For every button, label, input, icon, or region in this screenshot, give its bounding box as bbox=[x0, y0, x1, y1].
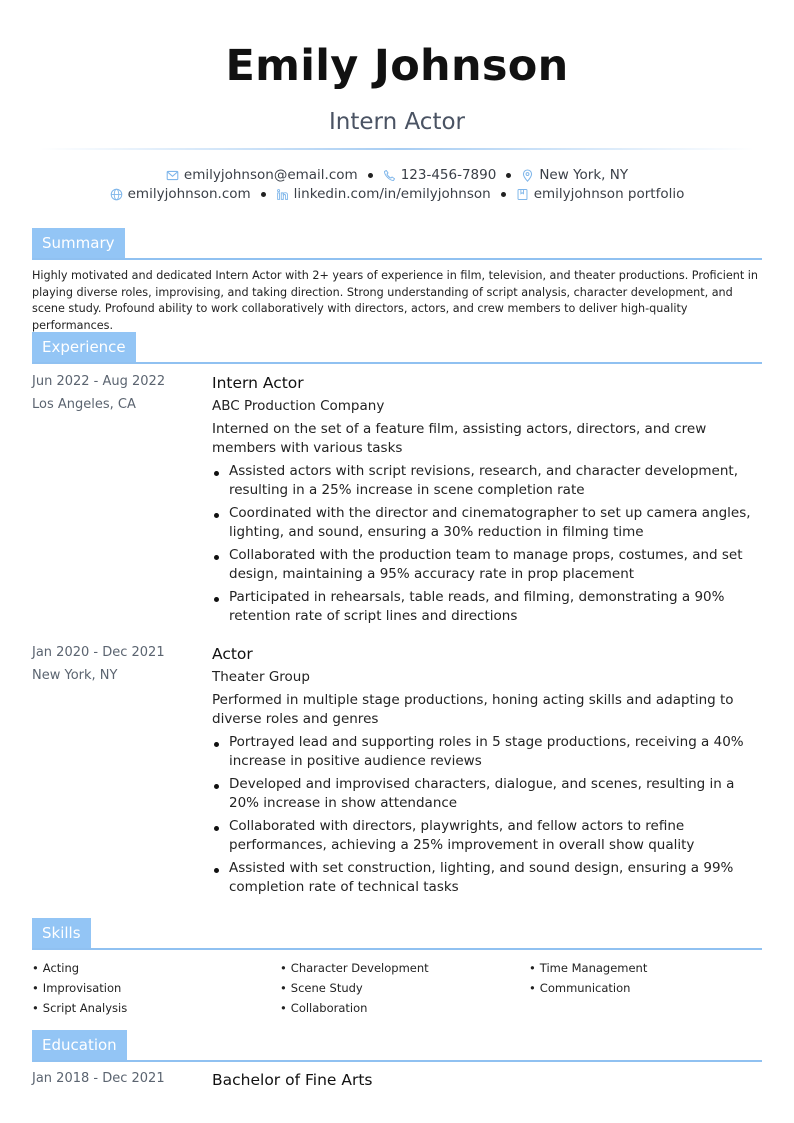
summary-heading: Summary bbox=[32, 228, 125, 258]
job-bullet: Coordinated with the director and cinematographer to set up camera angles, lighting, and sound, ensuring a 30% reduction in filming time bbox=[212, 504, 764, 542]
job-role-title: Intern Actor bbox=[329, 109, 465, 135]
skill-item: • Communication bbox=[529, 978, 630, 998]
contact-linkedin-text: linkedin.com/in/emilyjohnson bbox=[293, 186, 491, 202]
linkedin-icon bbox=[276, 188, 289, 201]
skills-section-header bbox=[32, 918, 762, 950]
job-description: Performed in multiple stage productions, honing acting skills and adapting to diverse roles and genres bbox=[212, 692, 734, 727]
job-location: Los Angeles, CA bbox=[32, 397, 136, 412]
job-entry bbox=[212, 643, 764, 901]
globe-icon bbox=[110, 188, 123, 201]
job-bullets bbox=[212, 733, 764, 897]
separator-dot bbox=[368, 173, 373, 178]
job-title: Intern Actor bbox=[212, 374, 304, 392]
education-section-header bbox=[32, 1030, 762, 1062]
job-meta bbox=[32, 641, 202, 687]
education-dates: Jan 2018 - Dec 2021 bbox=[32, 1071, 165, 1086]
job-company: Theater Group bbox=[212, 669, 310, 685]
job-bullet: Developed and improvised characters, dialogue, and scenes, resulting in a 20% increase in show attendance bbox=[212, 775, 764, 813]
contact-website[interactable] bbox=[110, 185, 251, 203]
skills-heading: Skills bbox=[32, 918, 91, 948]
summary-text: Highly motivated and dedicated Intern Actor with 2+ years of experience in film, television, and theater productions. Proficient in playing diverse roles, improvising, and taking direction. Strong understanding of script analysis, character development, and scene study. Profound ability to work collaboratively with directors, actors, and crew members to deliver high-quality performances. bbox=[32, 269, 758, 332]
experience-heading: Experience bbox=[32, 332, 136, 362]
job-entry bbox=[212, 372, 764, 630]
skill-item: • Scene Study bbox=[280, 978, 363, 998]
portfolio-icon bbox=[516, 188, 529, 201]
summary-section-header bbox=[32, 228, 762, 260]
location-pin-icon bbox=[521, 169, 534, 182]
job-location: New York, NY bbox=[32, 668, 118, 683]
separator-dot bbox=[506, 173, 511, 178]
contact-website-text: emilyjohnson.com bbox=[127, 186, 251, 202]
separator-dot bbox=[261, 192, 266, 197]
job-bullet: Assisted actors with script revisions, research, and character development, resulting in a 25% increase in scene completion rate bbox=[212, 462, 764, 500]
contact-linkedin[interactable] bbox=[276, 185, 491, 203]
job-bullet: Portrayed lead and supporting roles in 5 stage productions, receiving a 40% increase in positive audience reviews bbox=[212, 733, 764, 771]
job-dates: Jan 2020 - Dec 2021 bbox=[32, 645, 165, 660]
experience-section-header bbox=[32, 332, 762, 364]
contact-phone-text: 123-456-7890 bbox=[400, 167, 497, 183]
contact-location-text: New York, NY bbox=[539, 167, 629, 183]
job-bullet: Collaborated with the production team to manage props, costumes, and set design, maintaining a 95% accuracy rate in prop placement bbox=[212, 546, 764, 584]
contact-phone[interactable] bbox=[383, 166, 497, 184]
job-bullet: Assisted with set construction, lighting, and sound design, ensuring a 99% completion rate of technical tasks bbox=[212, 859, 764, 897]
contact-location bbox=[521, 166, 628, 184]
contact-row-primary bbox=[0, 166, 794, 184]
job-description: Interned on the set of a feature film, assisting actors, directors, and crew members with various tasks bbox=[212, 421, 707, 456]
contact-row-secondary bbox=[0, 185, 794, 203]
phone-icon bbox=[383, 169, 396, 182]
contact-portfolio[interactable] bbox=[516, 185, 685, 203]
separator-dot bbox=[501, 192, 506, 197]
skill-item: • Character Development bbox=[280, 958, 429, 978]
skill-item: • Collaboration bbox=[280, 998, 367, 1018]
job-bullets bbox=[212, 462, 764, 626]
contact-email[interactable] bbox=[166, 166, 358, 184]
education-degree: Bachelor of Fine Arts bbox=[212, 1071, 373, 1089]
contact-email-text: emilyjohnson@email.com bbox=[183, 167, 358, 183]
job-bullet: Collaborated with directors, playwrights, and fellow actors to refine performances, achieving a 25% improvement in overall show quality bbox=[212, 817, 764, 855]
job-meta bbox=[32, 370, 202, 416]
job-bullet: Participated in rehearsals, table reads, and filming, demonstrating a 90% retention rate of script lines and directions bbox=[212, 588, 764, 626]
contact-portfolio-text: emilyjohnson portfolio bbox=[533, 186, 685, 202]
skill-item: • Time Management bbox=[529, 958, 647, 978]
skill-item: • Improvisation bbox=[32, 978, 121, 998]
education-heading: Education bbox=[32, 1030, 127, 1060]
skill-item: • Acting bbox=[32, 958, 79, 978]
job-title: Actor bbox=[212, 645, 253, 663]
job-company: ABC Production Company bbox=[212, 398, 385, 414]
header-divider bbox=[40, 148, 754, 150]
mail-icon bbox=[166, 169, 179, 182]
candidate-name: Emily Johnson bbox=[225, 41, 569, 91]
skill-item: • Script Analysis bbox=[32, 998, 127, 1018]
job-dates: Jun 2022 - Aug 2022 bbox=[32, 374, 166, 389]
